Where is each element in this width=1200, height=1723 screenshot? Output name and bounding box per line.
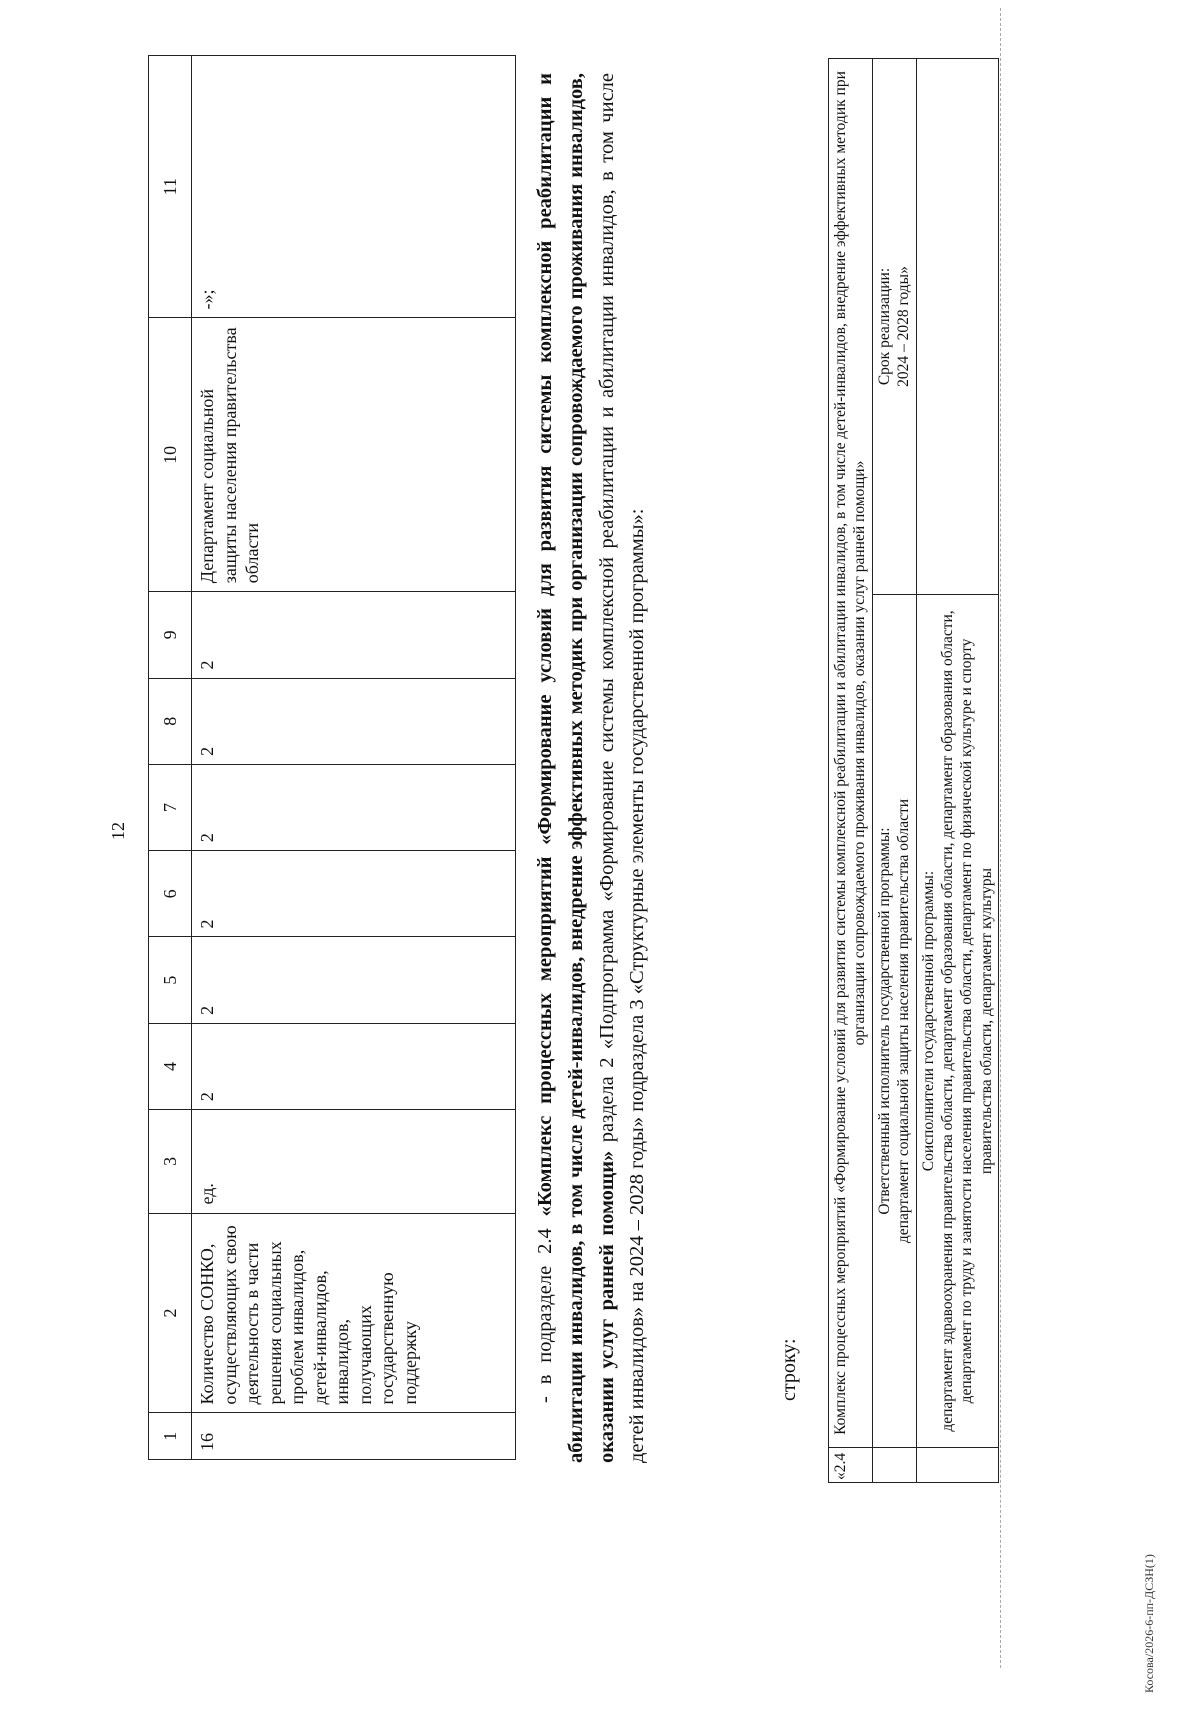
header-cell: 7 bbox=[149, 764, 192, 850]
footer-divider bbox=[1000, 8, 1001, 1668]
coexecutors-value: департамент здравоохранения правительства области, департамент образования области, департамент образования области, департамент по труду и занятости населения правительства области, департамент по физической культуре и спорту правительства области, департамент культуры bbox=[938, 610, 995, 1432]
indicator-name: Количество СОНКО, осуществляющих свою деятельность в части решения социальных проблем инвалидов, детей-инвалидов, инвалидов, получающих государственную поддержку bbox=[192, 1213, 516, 1413]
stroku-label: строку: bbox=[778, 1338, 800, 1401]
structure-table bbox=[828, 58, 999, 1483]
responsible-cell: Департамент социальной защиты населения правительства области bbox=[192, 318, 516, 592]
empty-cell bbox=[872, 1448, 916, 1483]
header-cell: 10 bbox=[149, 318, 192, 592]
header-cell: 2 bbox=[149, 1213, 192, 1413]
responsible-cell bbox=[872, 595, 916, 1448]
end-mark-cell: -»; bbox=[192, 56, 516, 318]
header-cell: 8 bbox=[149, 678, 192, 764]
table-row bbox=[829, 59, 873, 1483]
coexecutors-label: Соисполнители государственной программы: bbox=[919, 870, 937, 1172]
header-cell: 1 bbox=[149, 1413, 192, 1460]
empty-cell bbox=[916, 1448, 999, 1483]
footer-code: Косова/2026-6-пп-ДСЗН(1) bbox=[1142, 1554, 1156, 1693]
table-row bbox=[916, 59, 999, 1483]
value-cell: 2 bbox=[192, 764, 516, 850]
paragraph-bold: «Комплекс процессных мероприятий «Формирование условий для развития системы комплексной реабилитации и абилитации инвалидов, в том числе детей-инвалидов, внедрение эффективных методик при организации сопровождаемого проживания инвалидов, оказании услуг ранней помощи» bbox=[534, 73, 618, 1463]
header-cell: 4 bbox=[149, 1023, 192, 1109]
row-number: 16 bbox=[192, 1413, 516, 1460]
value-cell: 2 bbox=[192, 1023, 516, 1109]
coexecutors-cell bbox=[916, 595, 999, 1448]
value-cell: 2 bbox=[192, 678, 516, 764]
header-cell: 5 bbox=[149, 937, 192, 1023]
header-cell: 9 bbox=[149, 592, 192, 678]
table-row bbox=[192, 56, 516, 1460]
responsible-label: Ответственный исполнитель государственной программы: bbox=[875, 827, 893, 1215]
paragraph-prefix: - в подразделе 2.4 bbox=[534, 1216, 556, 1403]
table-row bbox=[872, 59, 916, 1483]
header-cell: 6 bbox=[149, 851, 192, 937]
period-cell bbox=[872, 59, 916, 595]
value-cell: 2 bbox=[192, 937, 516, 1023]
section-number: «2.4 bbox=[829, 1448, 873, 1483]
table-header-row bbox=[149, 56, 192, 1460]
period-value: 2024 – 2028 годы» bbox=[895, 266, 913, 387]
indicators-table bbox=[148, 55, 516, 1460]
page-number: 12 bbox=[108, 822, 128, 840]
value-cell: 2 bbox=[192, 851, 516, 937]
unit: ед. bbox=[192, 1110, 516, 1213]
section-title: Комплекс процессных мероприятий «Формирование условий для развития системы комплексной реабилитации и абилитации инвалидов, в том числе детей-инвалидов, внедрение эффективных методик при организации сопровождаемого проживания инвалидов, оказании услуг ранней помощи» bbox=[829, 59, 873, 1448]
period-label: Срок реализации: bbox=[875, 267, 893, 386]
responsible-value: департамент социальной защиты населения правительства области bbox=[895, 798, 913, 1244]
empty-cell bbox=[916, 59, 999, 595]
paragraph-middle: раздела 2 «Подпрограмма «Формирование системы комплексной реабилитации и абилитации инвалидов, в том числе детей инвалидов» на 2024 – 2028 годы» подраздела 3 «Структурные элементы государственной программы»: bbox=[595, 72, 649, 1463]
header-cell: 3 bbox=[149, 1110, 192, 1213]
amendment-paragraph bbox=[530, 73, 653, 1463]
value-cell: 2 bbox=[192, 592, 516, 678]
header-cell: 11 bbox=[149, 56, 192, 318]
